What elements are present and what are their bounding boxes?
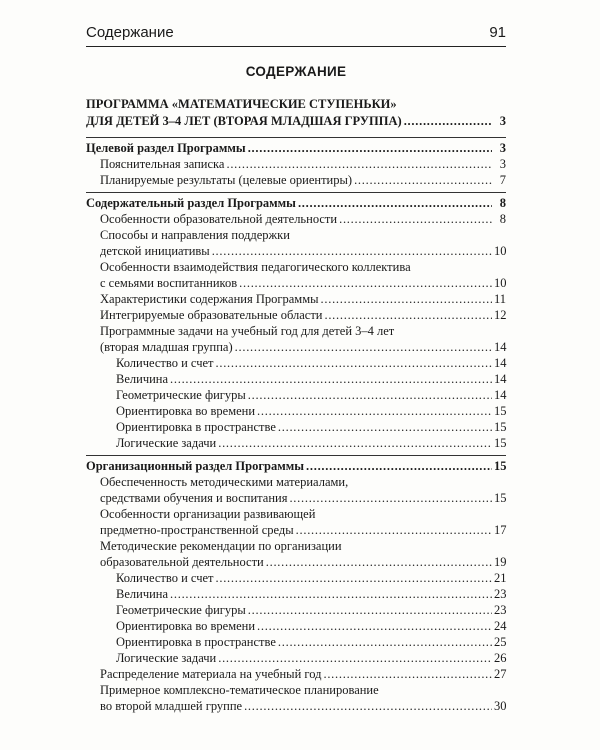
toc-entry[interactable] bbox=[86, 211, 506, 227]
subentry-page: 23 bbox=[494, 603, 507, 617]
entry-title: с семьями воспитанников bbox=[100, 276, 238, 290]
subentry-title: Геометрические фигуры bbox=[116, 388, 246, 402]
toc-subentry[interactable] bbox=[86, 419, 506, 435]
program-title-line2-row bbox=[86, 113, 506, 129]
entry-page: 10 bbox=[494, 244, 507, 258]
entry-title: предметно-пространственной среды bbox=[100, 523, 294, 537]
entry-title-line1: Способы и направления поддержки bbox=[100, 228, 290, 242]
subentry-page: 14 bbox=[494, 372, 507, 386]
program-title-entry[interactable] bbox=[86, 96, 506, 137]
entry-page: 11 bbox=[494, 292, 507, 306]
dot-leader bbox=[216, 355, 493, 371]
dot-leader bbox=[216, 570, 493, 586]
subentry-page: 14 bbox=[494, 356, 507, 370]
entry-title-line1: Особенности взаимодействия педагогического коллектива bbox=[100, 260, 411, 274]
section-title: Содержательный раздел Программы bbox=[86, 196, 296, 210]
program-title-line1: ПРОГРАММА «МАТЕМАТИЧЕСКИЕ СТУПЕНЬКИ» bbox=[86, 97, 397, 111]
toc-entry[interactable] bbox=[86, 172, 506, 188]
entry-page: 27 bbox=[494, 667, 507, 681]
dot-leader bbox=[244, 698, 492, 714]
section-page: 15 bbox=[494, 459, 507, 473]
entry-page: 17 bbox=[494, 523, 507, 537]
section-content bbox=[86, 192, 506, 455]
toc-entry-multiline[interactable] bbox=[86, 323, 506, 355]
entry-page: 14 bbox=[494, 340, 507, 354]
entry-title: (вторая младшая группа) bbox=[100, 340, 233, 354]
page-number: 91 bbox=[489, 24, 506, 41]
section-title: Организационный раздел Программы bbox=[86, 459, 305, 473]
section-page: 3 bbox=[499, 141, 506, 155]
entry-page: 30 bbox=[494, 699, 507, 713]
toc-entry-multiline[interactable] bbox=[86, 506, 506, 538]
dot-leader bbox=[339, 211, 492, 227]
entry-page: 7 bbox=[499, 173, 506, 187]
subentry-title: Ориентировка во времени bbox=[116, 404, 256, 418]
toc-subentry[interactable] bbox=[86, 387, 506, 403]
toc-subentry[interactable] bbox=[86, 586, 506, 602]
subentry-page: 21 bbox=[494, 571, 507, 585]
entry-page: 15 bbox=[494, 491, 507, 505]
toc-subentry[interactable] bbox=[86, 570, 506, 586]
dot-leader bbox=[257, 618, 492, 634]
toc-entry[interactable] bbox=[86, 156, 506, 172]
subentry-title: Ориентировка во времени bbox=[116, 619, 256, 633]
dot-leader bbox=[257, 403, 492, 419]
toc-entry-multiline[interactable] bbox=[86, 227, 506, 259]
section-title-row[interactable] bbox=[86, 140, 506, 156]
section-target bbox=[86, 137, 506, 192]
entry-page: 3 bbox=[499, 157, 506, 171]
entry-page: 12 bbox=[494, 308, 507, 322]
subentry-page: 26 bbox=[494, 651, 507, 665]
subentry-title: Ориентировка в пространстве bbox=[116, 420, 276, 434]
dot-leader bbox=[248, 602, 492, 618]
dot-leader bbox=[404, 113, 492, 129]
section-organizational bbox=[86, 455, 506, 718]
dot-leader bbox=[248, 387, 492, 403]
toc-entry-multiline[interactable] bbox=[86, 474, 506, 506]
subentry-title: Количество и счет bbox=[116, 571, 214, 585]
dot-leader bbox=[239, 275, 492, 291]
subentry-page: 23 bbox=[494, 587, 507, 601]
table-of-contents bbox=[86, 96, 506, 718]
entry-title: Интегрируемые образовательные области bbox=[100, 308, 323, 322]
running-header bbox=[86, 20, 506, 47]
dot-leader bbox=[289, 490, 492, 506]
toc-subentry[interactable] bbox=[86, 634, 506, 650]
toc-entry-multiline[interactable] bbox=[86, 259, 506, 291]
subentry-title: Геометрические фигуры bbox=[116, 603, 246, 617]
entry-title-line1: Обеспеченность методическими материалами, bbox=[100, 475, 349, 489]
entry-title: Пояснительная записка bbox=[100, 157, 225, 171]
dot-leader bbox=[296, 522, 492, 538]
entry-title: детской инициативы bbox=[100, 244, 210, 258]
toc-entry-multiline[interactable] bbox=[86, 538, 506, 570]
dot-leader bbox=[278, 419, 492, 435]
dot-leader bbox=[266, 554, 492, 570]
dot-leader bbox=[248, 140, 492, 156]
subentry-title: Ориентировка в пространстве bbox=[116, 635, 276, 649]
dot-leader bbox=[324, 307, 492, 323]
subentry-title: Логические задачи bbox=[116, 651, 217, 665]
subentry-page: 15 bbox=[494, 436, 507, 450]
toc-subentry[interactable] bbox=[86, 650, 506, 666]
subentry-title: Величина bbox=[116, 372, 169, 386]
subentry-page: 24 bbox=[494, 619, 507, 633]
entry-title-line1: Примерное комплексно-тематическое планирование bbox=[100, 683, 379, 697]
entry-title: Характеристики содержания Программы bbox=[100, 292, 319, 306]
subentry-page: 25 bbox=[494, 635, 507, 649]
dot-leader bbox=[306, 458, 492, 474]
dot-leader bbox=[298, 195, 492, 211]
subentry-page: 15 bbox=[494, 420, 507, 434]
entry-title: Особенности образовательной деятельности bbox=[100, 212, 338, 226]
section-title-row[interactable] bbox=[86, 195, 506, 211]
toc-subentry[interactable] bbox=[86, 355, 506, 371]
program-title-line2: ДЛЯ ДЕТЕЙ 3–4 ЛЕТ (ВТОРАЯ МЛАДШАЯ ГРУППА) bbox=[86, 114, 402, 128]
section-title-row[interactable] bbox=[86, 458, 506, 474]
dot-leader bbox=[218, 650, 492, 666]
entry-page: 10 bbox=[494, 276, 507, 290]
section-page: 8 bbox=[499, 196, 506, 210]
toc-entry-multiline[interactable] bbox=[86, 682, 506, 714]
toc-subentry[interactable] bbox=[86, 435, 506, 451]
dot-leader bbox=[170, 371, 492, 387]
subentry-page: 14 bbox=[494, 388, 507, 402]
entry-page: 8 bbox=[499, 212, 506, 226]
dot-leader bbox=[323, 666, 492, 682]
entry-title: Распределение материала на учебный год bbox=[100, 667, 322, 681]
running-header-title: Содержание bbox=[86, 24, 174, 41]
section-title: Целевой раздел Программы bbox=[86, 141, 246, 155]
dot-leader bbox=[235, 339, 492, 355]
dot-leader bbox=[354, 172, 492, 188]
dot-leader bbox=[170, 586, 492, 602]
dot-leader bbox=[218, 435, 492, 451]
entry-title-line1: Программные задачи на учебный год для детей 3–4 лет bbox=[100, 324, 395, 338]
program-page: 3 bbox=[499, 114, 506, 128]
toc-entry[interactable] bbox=[86, 291, 506, 307]
entry-title: средствами обучения и воспитания bbox=[100, 491, 288, 505]
dot-leader bbox=[212, 243, 492, 259]
toc-entry[interactable] bbox=[86, 666, 506, 682]
subentry-page: 15 bbox=[494, 404, 507, 418]
entry-title: образовательной деятельности bbox=[100, 555, 264, 569]
entry-title-line1: Особенности организации развивающей bbox=[100, 507, 316, 521]
subentry-title: Величина bbox=[116, 587, 169, 601]
dot-leader bbox=[226, 156, 492, 172]
dot-leader bbox=[321, 291, 492, 307]
subentry-title: Количество и счет bbox=[116, 356, 214, 370]
toc-subentry[interactable] bbox=[86, 602, 506, 618]
toc-heading: СОДЕРЖАНИЕ bbox=[245, 64, 347, 79]
dot-leader bbox=[278, 634, 492, 650]
toc-subentry[interactable] bbox=[86, 403, 506, 419]
toc-subentry[interactable] bbox=[86, 618, 506, 634]
entry-page: 19 bbox=[494, 555, 507, 569]
subentry-title: Логические задачи bbox=[116, 436, 217, 450]
toc-entry[interactable] bbox=[86, 307, 506, 323]
toc-subentry[interactable] bbox=[86, 371, 506, 387]
entry-title: во второй младшей группе bbox=[100, 699, 243, 713]
entry-title-line1: Методические рекомендации по организации bbox=[100, 539, 342, 553]
entry-title: Планируемые результаты (целевые ориентиры) bbox=[100, 173, 353, 187]
